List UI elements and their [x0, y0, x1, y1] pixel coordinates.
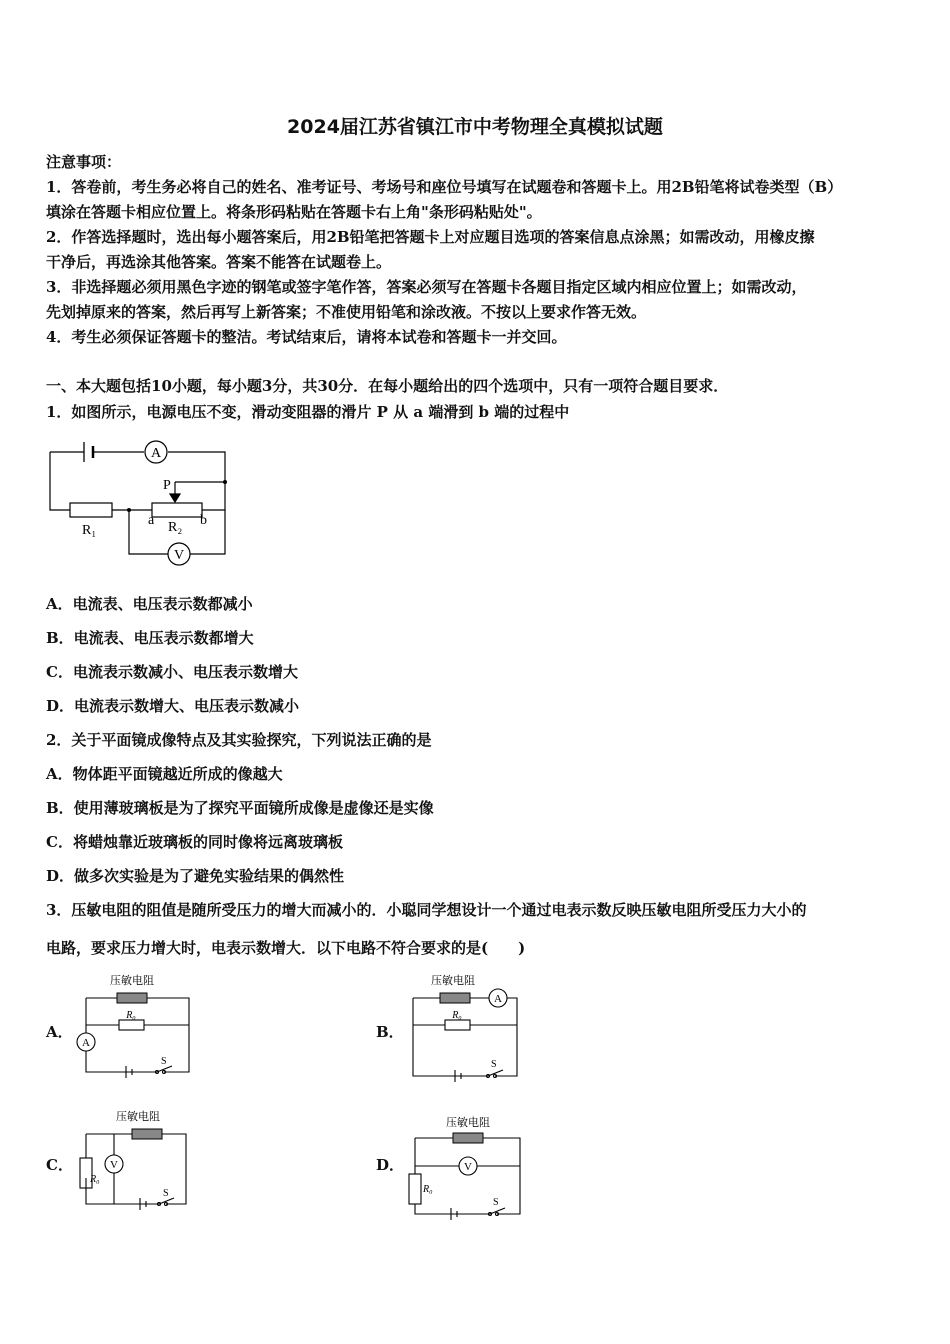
ammeter-label: A: [494, 993, 502, 1005]
q1-option-b: B．电流表、电压表示数都增大: [46, 629, 254, 647]
r0-label: R₀: [126, 1010, 136, 1021]
r1-label: R₁: [82, 523, 97, 538]
voltmeter-label: V: [464, 1161, 472, 1173]
r0-label: R₀: [423, 1184, 433, 1195]
q3-circuit-d: [405, 1108, 535, 1218]
q2-option-c: C．将蜡烛靠近玻璃板的同时像将远离玻璃板: [46, 833, 343, 851]
q3-stem-line1: 3．压敏电阻的阻值是随所受压力的增大而减小的．小聪同学想设计一个通过电表示数反映压敏电阻所受压力大小的: [46, 901, 807, 919]
r0-label: R₀: [90, 1174, 100, 1185]
r2-label: R₂: [168, 520, 183, 535]
q1-option-a: A．电流表、电压表示数都减小: [46, 595, 253, 613]
r0-label: R₀: [452, 1010, 462, 1021]
b-end-label: b: [200, 513, 207, 528]
notice-line: 2．作答选择题时，选出每小题答案后，用2B铅笔把答题卡上对应题目选项的答案信息点涂黑；如需改动，用橡皮擦: [46, 228, 815, 246]
q2-option-b: B．使用薄玻璃板是为了探究平面镜所成像是虚像还是实像: [46, 799, 434, 817]
notice-line: 4．考生必须保证答题卡的整洁。考试结束后，请将本试卷和答题卡一并交回。: [46, 328, 567, 346]
sensor-label: 压敏电阻: [116, 1111, 160, 1123]
notice-heading: 注意事项：: [46, 153, 122, 171]
q2-option-a: A．物体距平面镜越近所成的像越大: [46, 765, 283, 783]
notice-line: 先划掉原来的答案，然后再写上新答案；不准使用铅笔和涂改液。不按以上要求作答无效。: [46, 303, 647, 321]
voltmeter-label: V: [110, 1159, 118, 1171]
notice-line: 填涂在答题卡相应位置上。将条形码粘贴在答题卡右上角"条形码粘贴处"。: [46, 203, 542, 221]
notice-line: 3．非选择题必须用黑色字迹的钢笔或签字笔作答，答案必须写在答题卡各题目指定区域内相应位置上；如需改动，: [46, 278, 807, 296]
ammeter-label: A: [150, 446, 162, 461]
switch-label: S: [493, 1197, 499, 1208]
q3-option-b: B．: [376, 1023, 404, 1041]
q2-option-d: D．做多次实验是为了避免实验结果的偶然性: [46, 867, 345, 885]
q1-option-c: C．电流表示数减小、电压表示数增大: [46, 663, 298, 681]
voltmeter-label: V: [173, 548, 185, 563]
q1-circuit-diagram: [40, 432, 240, 572]
q1-stem: 1．如图所示，电源电压不变，滑动变阻器的滑片 P 从 a 端滑到 b 端的过程中: [46, 403, 570, 421]
a-end-label: a: [148, 513, 155, 528]
ammeter-label: A: [82, 1037, 90, 1049]
section-heading: 一、本大题包括10小题，每小题3分，共30分．在每小题给出的四个选项中，只有一项符合题目要求．: [46, 377, 729, 395]
notice-line: 干净后，再选涂其他答案。答案不能答在试题卷上。: [46, 253, 392, 271]
q3-circuit-a: [74, 972, 204, 1082]
switch-label: S: [491, 1059, 497, 1070]
switch-label: S: [163, 1188, 169, 1199]
q3-circuit-b: [405, 972, 535, 1082]
sensor-label: 压敏电阻: [431, 975, 475, 987]
notice-line: 1．答卷前，考生务必将自己的姓名、准考证号、考场号和座位号填写在试题卷和答题卡上。用2B铅笔将试卷类型（B）: [46, 178, 843, 196]
q2-stem: 2．关于平面镜成像特点及其实验探究，下列说法正确的是: [46, 731, 432, 749]
q3-option-a: A．: [46, 1023, 73, 1041]
sensor-label: 压敏电阻: [110, 975, 154, 987]
sensor-label: 压敏电阻: [446, 1117, 490, 1129]
q3-circuit-c: [74, 1106, 204, 1216]
switch-label: S: [161, 1056, 167, 1067]
slider-label: P: [163, 478, 171, 493]
q3-stem-line2: 电路，要求压力增大时，电表示数增大．以下电路不符合要求的是( ): [46, 939, 526, 957]
q3-option-c: C．: [46, 1156, 73, 1174]
q1-option-d: D．电流表示数增大、电压表示数减小: [46, 697, 300, 715]
page-title: 2024届江苏省镇江市中考物理全真模拟试题: [287, 116, 663, 138]
q3-option-d: D．: [376, 1156, 405, 1174]
